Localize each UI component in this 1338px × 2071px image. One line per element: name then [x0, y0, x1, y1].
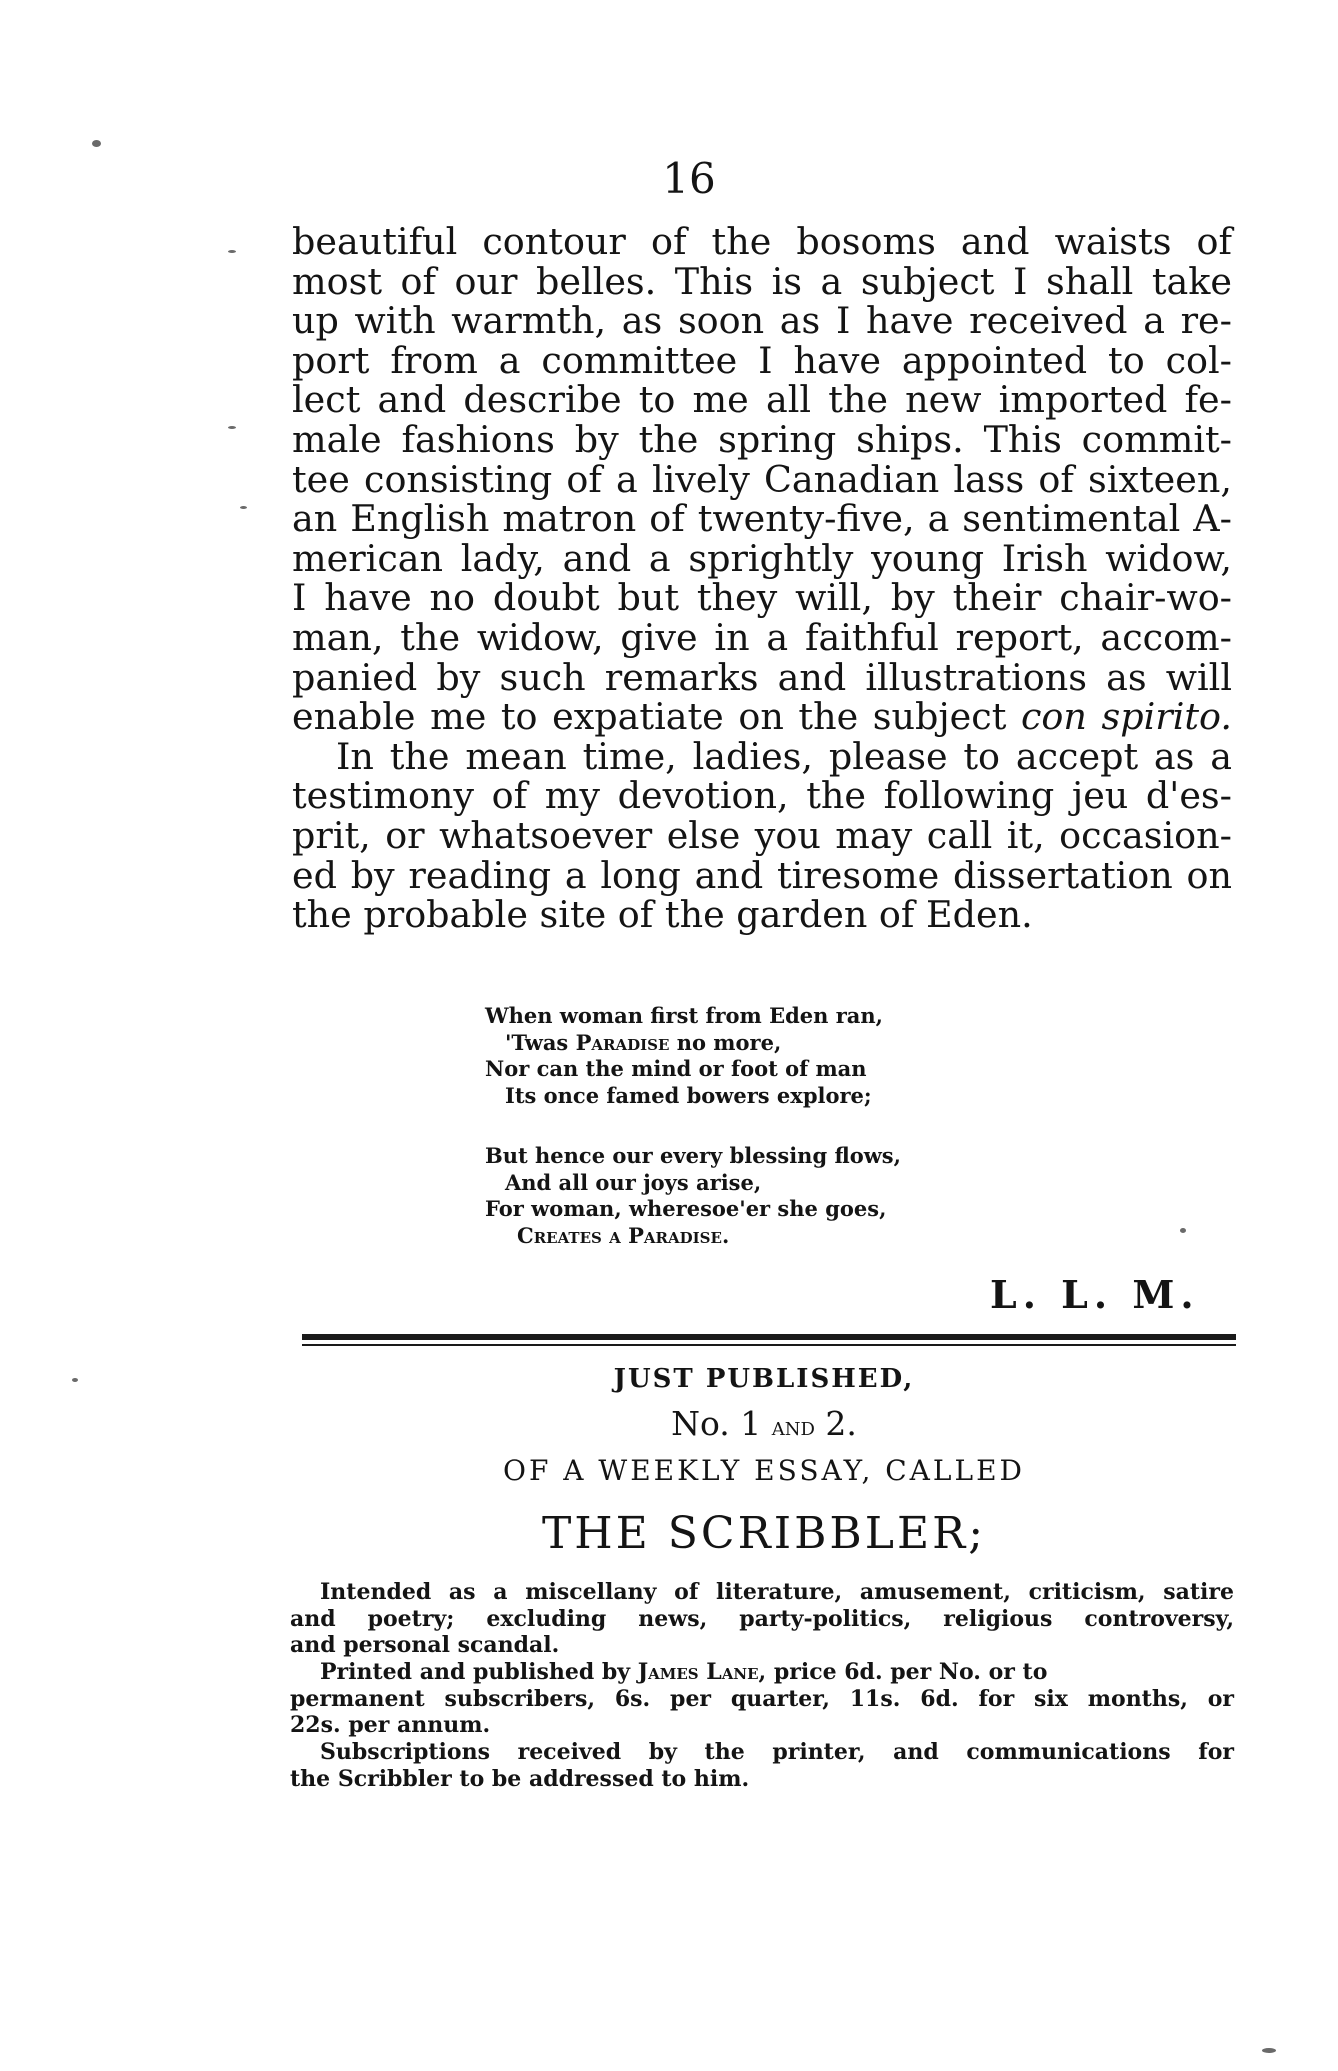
text-line: panied by such remarks and illustrations as will — [292, 655, 1232, 699]
advert-paragraph-3 — [290, 1739, 1234, 1792]
advert-segment: , price 6d. per No. or to — [758, 1659, 1048, 1685]
advert-publisher-name: James Lane — [637, 1659, 759, 1685]
text-line: testimony of my devotion, the following jeu d'es- — [292, 774, 1232, 818]
advert-just-published: JUST PUBLISHED, — [613, 1364, 915, 1394]
scan-speck — [92, 140, 101, 147]
poem-line: Its once famed bowers explore; — [505, 1082, 872, 1108]
text-line: prit, or whatsoever else you may call it, occasion- — [292, 813, 1232, 857]
text-line: male fashions by the spring ships. This commit- — [292, 417, 1232, 461]
poem-line: But hence our every blessing flows, — [485, 1143, 901, 1168]
text-line: In the mean time, ladies, please to accept as a — [336, 734, 1232, 778]
divider-rule-thin — [302, 1344, 1236, 1346]
poem-stanza-2 — [485, 1143, 901, 1249]
scan-speck — [1180, 1228, 1186, 1233]
advert-number-b: 2. — [825, 1404, 857, 1443]
poem-smallcaps: Paradise — [575, 1029, 670, 1055]
poem-line: Nor can the mind or foot of man — [485, 1056, 867, 1082]
poem-segment: no more, — [676, 1029, 782, 1055]
text-line: an English matron of twenty-five, a sentimental A- — [292, 497, 1232, 541]
advert-and: and — [771, 1412, 815, 1442]
text-line: man, the widow, give in a faithful report, accom- — [292, 615, 1232, 659]
advert-number-a: No. 1 — [671, 1404, 762, 1443]
advert-title: THE SCRIBBLER; — [541, 1508, 987, 1559]
advert-line: Subscriptions received by the printer, and communications for — [320, 1739, 1234, 1765]
poem-stanza-1 — [485, 1003, 883, 1109]
scan-speck — [228, 250, 236, 253]
scan-speck — [72, 1378, 78, 1382]
advert-segment: Printed and published by — [320, 1659, 631, 1685]
advert-line: 22s. per annum. — [290, 1712, 491, 1738]
text-line: I have no doubt but they will, by their chair-wo- — [292, 576, 1232, 620]
text-line: the probable site of the garden of Eden. — [292, 893, 1033, 937]
scan-speck — [1262, 2048, 1276, 2053]
text-line-last — [292, 697, 1232, 737]
advert-line: and personal scandal. — [290, 1632, 560, 1658]
advert-line — [290, 1659, 1234, 1686]
text-line: beautiful contour of the bosoms and waists of — [292, 220, 1232, 263]
italic-phrase: con spirito. — [1020, 695, 1232, 739]
advert-line: and poetry; excluding news, party-politics, religious controversy, — [290, 1605, 1234, 1632]
advert-paragraph-2 — [290, 1659, 1234, 1739]
advert-numbers — [292, 1404, 1236, 1443]
advert-line: Intended as a miscellany of literature, amusement, criticism, satire — [320, 1579, 1234, 1605]
signature: L. L. M. — [990, 1272, 1200, 1317]
text-line: merican lady, and a sprightly young Irish widow, — [292, 536, 1232, 580]
divider-rule — [302, 1334, 1236, 1340]
advert-line: the Scribbler to be addressed to him. — [290, 1765, 750, 1792]
poem-line — [485, 1030, 883, 1057]
text-segment: enable me to expatiate on the subject — [292, 695, 1007, 739]
advert-weekly: OF A WEEKLY ESSAY, CALLED — [503, 1454, 1025, 1487]
scan-speck — [228, 426, 236, 429]
poem-line: Creates a Paradise. — [517, 1222, 730, 1248]
text-line: up with warmth, as soon as I have received a re- — [292, 299, 1232, 343]
text-line: tee consisting of a lively Canadian lass of sixteen, — [292, 457, 1232, 501]
text-line: port from a committee I have appointed to col- — [292, 338, 1232, 382]
advert-paragraph-1 — [290, 1579, 1234, 1659]
text-line: ed by reading a long and tiresome dissertation on — [292, 853, 1232, 897]
poem-line: For woman, wheresoe'er she goes, — [485, 1196, 887, 1222]
page-number: 16 — [662, 154, 716, 203]
text-line: most of our belles. This is a subject I shall take — [292, 259, 1232, 303]
text-line: lect and describe to me all the new imported fe- — [292, 378, 1232, 422]
advert-line: permanent subscribers, 6s. per quarter, 11s. 6d. for six months, or — [290, 1685, 1234, 1712]
poem-line: When woman first from Eden ran, — [485, 1003, 883, 1028]
body-text — [292, 222, 1232, 935]
poem-segment: 'Twas — [505, 1029, 569, 1055]
scan-speck — [240, 506, 247, 509]
poem-line: And all our joys arise, — [505, 1169, 762, 1195]
